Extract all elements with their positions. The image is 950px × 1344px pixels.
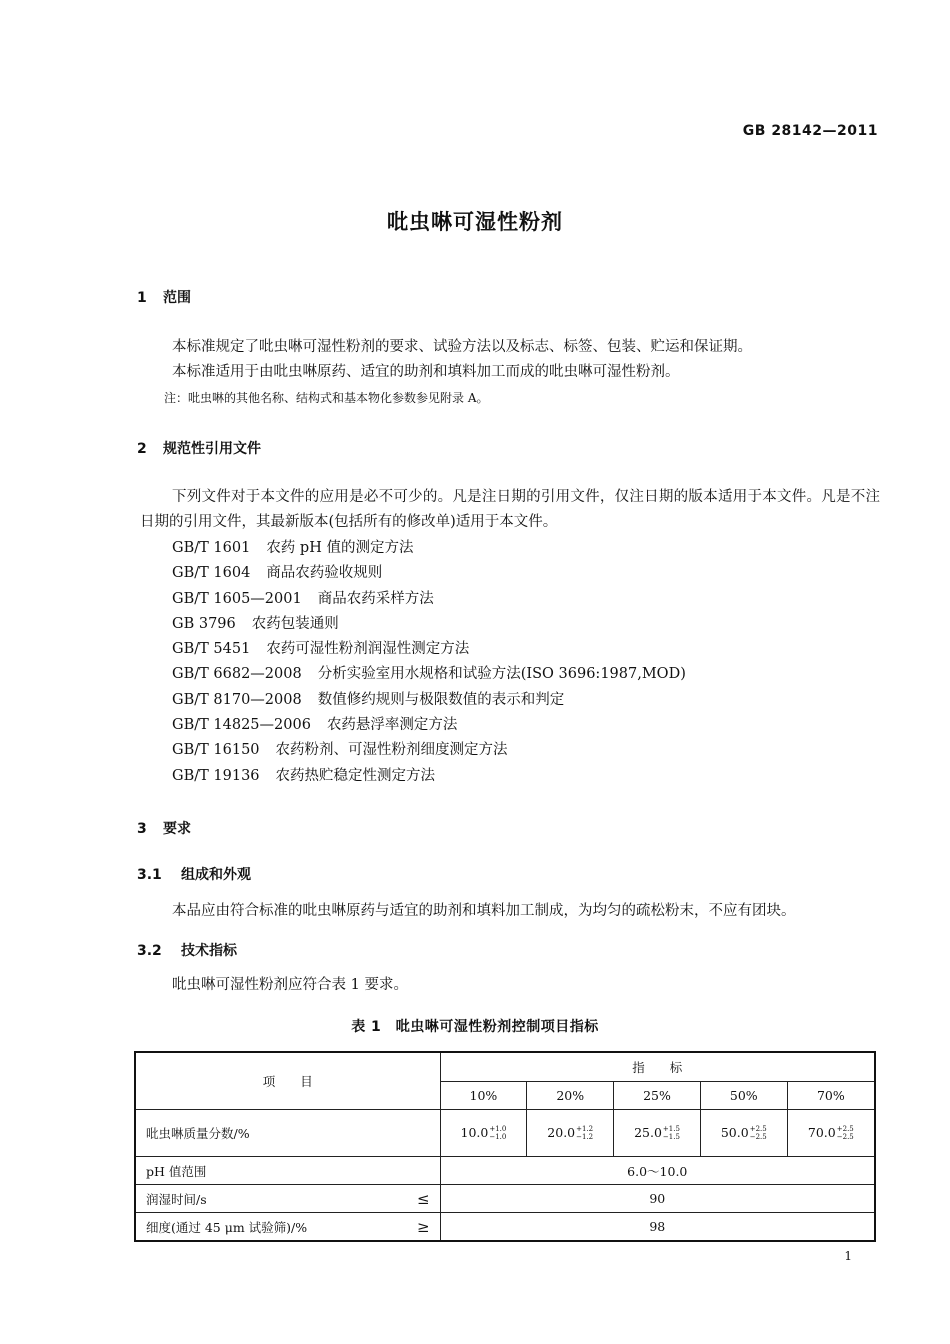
reference-item (172, 662, 686, 687)
table-row (135, 1185, 875, 1213)
reference-code: GB/T 8170—2008 (172, 691, 302, 708)
tolerance-plus: +1.0 (489, 1125, 507, 1134)
row-label: 润湿时间/s (146, 1191, 207, 1207)
reference-item (172, 764, 686, 789)
reference-title: 数值修约规则与极限数值的表示和判定 (317, 691, 565, 708)
tolerance-minus: −2.5 (836, 1133, 854, 1142)
tolerance-minus: −1.0 (489, 1133, 507, 1142)
grade-cell: 10% (440, 1082, 527, 1110)
reference-item (172, 587, 686, 612)
reference-title: 农药悬浮率测定方法 (326, 717, 458, 734)
value-base: 10.0 (460, 1124, 489, 1140)
page-number: 1 (844, 1249, 852, 1263)
row-label-cell (135, 1213, 440, 1242)
section-title: 技术指标 (181, 943, 237, 959)
row-label: pH 值范围 (135, 1157, 440, 1185)
tolerance-minus: −1.5 (662, 1133, 680, 1142)
reference-code: GB/T 6682—2008 (172, 666, 302, 683)
reference-item (172, 688, 686, 713)
reference-code: GB/T 1605—2001 (172, 590, 302, 607)
tolerance-minus: −2.5 (749, 1133, 767, 1142)
references-intro: 下列文件对于本文件的应用是必不可少的。凡是注日期的引用文件，仅注日期的版本适用于本文件。凡是不注日期的引用文件，其最新版本(包括所有的修改单)适用于本文件。 (140, 489, 880, 530)
tolerance-minus: −1.2 (576, 1133, 594, 1142)
tolerance (576, 1125, 593, 1141)
table-row (135, 1157, 875, 1185)
reference-title: 农药包装通则 (251, 615, 339, 632)
reference-item (172, 713, 686, 738)
row-label: 细度(通过 45 μm 试验筛)/% (146, 1219, 308, 1235)
tolerance (837, 1125, 854, 1141)
reference-title: 农药粉剂、可湿性粉剂细度测定方法 (275, 742, 508, 759)
tolerance (750, 1125, 767, 1141)
reference-code: GB/T 16150 (172, 742, 260, 759)
tolerance-plus: +1.2 (576, 1125, 594, 1134)
header-index: 指 标 (440, 1052, 875, 1082)
reference-code: GB/T 14825—2006 (172, 717, 311, 734)
scope-paragraph-2: 本标准适用于由吡虫啉原药、适宜的助剂和填料加工而成的吡虫啉可湿性粉剂。 (172, 364, 680, 380)
specification-paragraph: 吡虫啉可湿性粉剂应符合表 1 要求。 (172, 977, 408, 993)
value-cell (614, 1110, 701, 1157)
reference-title: 农药热贮稳定性测定方法 (275, 767, 436, 784)
document-title: 吡虫啉可湿性粉剂 (387, 210, 563, 234)
section-number: 1 (137, 290, 147, 306)
scope-paragraph-1: 本标准规定了吡虫啉可湿性粉剂的要求、试验方法以及标志、标签、包装、贮运和保证期。 (172, 339, 752, 355)
table-row (135, 1213, 875, 1242)
value-cell (527, 1110, 614, 1157)
section-title: 范围 (163, 290, 191, 306)
table-row (135, 1110, 875, 1157)
grade-cell: 70% (787, 1082, 875, 1110)
reference-list (172, 536, 686, 789)
row-label: 吡虫啉质量分数/% (135, 1110, 440, 1157)
section-number: 3.1 (137, 867, 162, 883)
section-2-heading (137, 438, 261, 458)
reference-item (172, 637, 686, 662)
row-label-cell (135, 1185, 440, 1213)
tolerance-plus: +1.5 (662, 1125, 680, 1134)
reference-item (172, 738, 686, 763)
tolerance-plus: +2.5 (749, 1125, 767, 1134)
reference-code: GB 3796 (172, 615, 236, 632)
grade-cell: 20% (527, 1082, 614, 1110)
reference-title: 商品农药采样方法 (317, 590, 434, 607)
tolerance (663, 1125, 680, 1141)
table-caption: 表 1 吡虫啉可湿性粉剂控制项目指标 (351, 1019, 599, 1035)
section-number: 2 (137, 441, 147, 457)
section-3-heading (137, 818, 191, 838)
reference-code: GB/T 1604 (172, 565, 251, 582)
reference-title: 分析实验室用水规格和试验方法(ISO 3696:1987,MOD) (317, 666, 686, 683)
reference-title: 商品农药验收规则 (266, 565, 383, 582)
section-title: 规范性引用文件 (163, 441, 261, 457)
section-title: 要求 (163, 821, 191, 837)
section-3-1-heading (137, 864, 251, 884)
tolerance (489, 1125, 506, 1141)
section-1-heading (137, 287, 191, 307)
reference-item (172, 536, 686, 561)
value-cell (787, 1110, 875, 1157)
grade-cell: 25% (614, 1082, 701, 1110)
reference-title: 农药 pH 值的测定方法 (266, 540, 414, 556)
tolerance-plus: +2.5 (836, 1125, 854, 1134)
section-3-2-heading (137, 940, 237, 960)
reference-code: GB/T 1601 (172, 540, 251, 556)
reference-item (172, 561, 686, 586)
comparison-symbol: ≥ (416, 1217, 430, 1236)
section-number: 3.2 (137, 943, 162, 959)
specification-table (134, 1051, 876, 1242)
scope-note: 注：吡虫啉的其他名称、结构式和基本物化参数参见附录 A。 (164, 391, 489, 405)
value-cell: 98 (440, 1213, 875, 1242)
value-cell: 6.0～10.0 (440, 1157, 875, 1185)
reference-code: GB/T 5451 (172, 641, 251, 658)
header-item: 项 目 (135, 1052, 440, 1110)
table-header-row (135, 1052, 875, 1082)
value-base: 20.0 (547, 1124, 576, 1140)
grade-cell: 50% (700, 1082, 787, 1110)
value-cell (700, 1110, 787, 1157)
value-base: 25.0 (634, 1124, 662, 1140)
standard-code: GB 28142—2011 (742, 123, 878, 139)
section-number: 3 (137, 821, 147, 837)
value-base: 70.0 (807, 1124, 836, 1140)
value-cell (440, 1110, 527, 1157)
section-title: 组成和外观 (181, 867, 251, 883)
reference-item (172, 612, 686, 637)
reference-code: GB/T 19136 (172, 767, 260, 784)
value-cell: 90 (440, 1185, 875, 1213)
composition-paragraph: 本品应由符合标准的吡虫啉原药与适宜的助剂和填料加工制成，为均匀的疏松粉末，不应有团块。 (172, 903, 796, 919)
comparison-symbol: ≤ (416, 1189, 430, 1208)
value-base: 50.0 (720, 1124, 749, 1140)
reference-title: 农药可湿性粉剂润湿性测定方法 (266, 641, 470, 658)
